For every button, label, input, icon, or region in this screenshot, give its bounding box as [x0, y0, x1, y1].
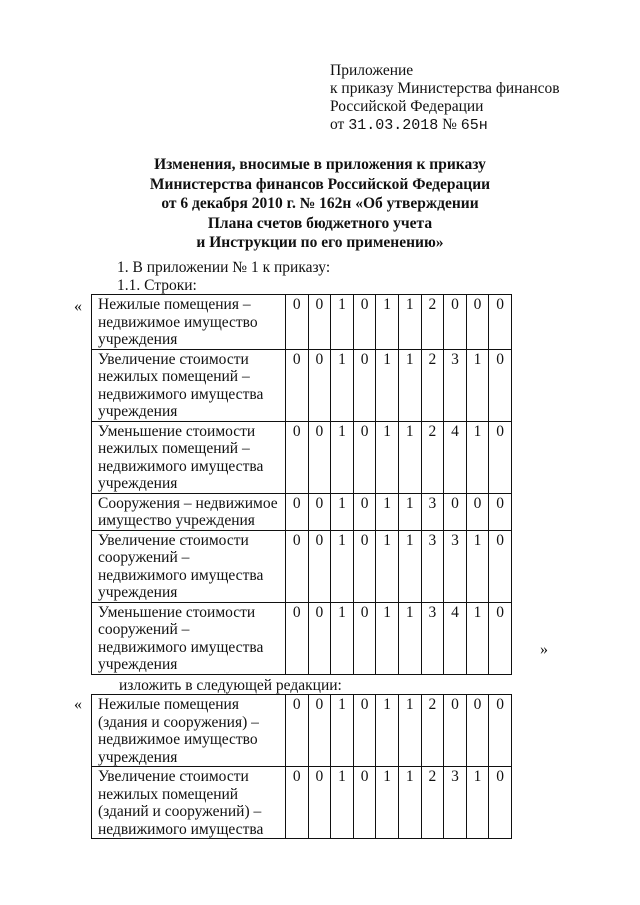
account-name-line: нежилых помещений –	[98, 368, 250, 385]
account-code-digit: 0	[308, 695, 331, 767]
account-code-digit: 0	[489, 349, 512, 421]
account-code-digit: 3	[421, 530, 444, 602]
account-code-digit: 0	[353, 602, 376, 674]
account-code-digit: 0	[308, 602, 331, 674]
account-name-line: нежилых помещений	[98, 785, 239, 803]
account-name-line: Уменьшение стоимости	[98, 422, 256, 440]
account-code-digit: 2	[421, 349, 444, 421]
account-name-line: Сооружения – недвижимое	[98, 494, 278, 512]
table-row	[92, 767, 512, 839]
order-reference: к приказу Министерства финансов	[330, 80, 560, 97]
table-row	[92, 421, 512, 493]
title-line: Министерства финансов Российской Федерации	[149, 175, 491, 193]
table-row	[92, 295, 512, 350]
account-code-digit: 0	[353, 767, 376, 839]
account-code-digit: 0	[286, 493, 309, 530]
account-code-digit: 1	[376, 530, 399, 602]
account-name-line: (зданий и сооружений) –	[98, 803, 262, 820]
account-code-digit: 1	[398, 602, 421, 674]
account-code-digit: 1	[398, 530, 421, 602]
account-code-digit: 0	[286, 602, 309, 674]
account-code-digit: 1	[376, 493, 399, 530]
account-name-line: Увеличение стоимости	[98, 531, 249, 549]
table-row	[92, 349, 512, 421]
account-name-cell	[92, 295, 286, 350]
current-rows-table	[91, 294, 512, 675]
account-code-digit: 0	[286, 695, 309, 767]
account-name-line: Увеличение стоимости	[98, 350, 249, 368]
account-code-digit: 1	[331, 493, 354, 530]
account-name-line: Увеличение стоимости	[98, 768, 249, 785]
account-code-digit: 2	[421, 767, 444, 839]
account-code-digit: 0	[444, 295, 467, 350]
account-code-digit: 3	[444, 530, 467, 602]
account-code-digit: 0	[353, 295, 376, 350]
date-prefix: от	[330, 116, 349, 133]
account-code-digit: 0	[489, 602, 512, 674]
account-code-digit: 0	[286, 767, 309, 839]
account-name-line: недвижимое имущество	[98, 731, 258, 748]
paragraph-1-1: 1.1. Строки:	[117, 277, 197, 294]
account-code-digit: 1	[331, 295, 354, 350]
account-code-digit: 1	[331, 349, 354, 421]
account-code-digit: 2	[421, 695, 444, 767]
account-code-digit: 0	[308, 530, 331, 602]
account-name-cell	[92, 530, 286, 602]
account-name-cell	[92, 421, 286, 493]
account-code-digit: 1	[466, 767, 489, 839]
account-code-digit: 0	[353, 695, 376, 767]
account-code-digit: 2	[421, 421, 444, 493]
account-code-digit: 0	[444, 695, 467, 767]
title-line: от 6 декабря 2010 г. № 162н «Об утверждении	[161, 195, 479, 212]
account-name-line: недвижимого имущества	[98, 566, 264, 584]
order-date-number	[330, 116, 560, 135]
appendix-label: Приложение	[330, 62, 414, 79]
number-label: №	[438, 116, 461, 133]
account-name-line: сооружений –	[98, 621, 190, 638]
account-name-line: Уменьшение стоимости	[98, 603, 256, 621]
account-code-digit: 0	[308, 421, 331, 493]
account-code-digit: 3	[421, 602, 444, 674]
account-code-digit: 0	[466, 493, 489, 530]
account-name-line: учреждения	[98, 748, 178, 766]
account-code-digit: 1	[398, 295, 421, 350]
account-code-digit: 1	[466, 421, 489, 493]
account-name-line: недвижимого имущества	[98, 638, 264, 656]
account-name-line: недвижимого имущества	[98, 457, 264, 475]
account-name-line: нежилых помещений –	[98, 440, 250, 457]
account-code-digit: 1	[398, 349, 421, 421]
account-name-cell	[92, 493, 286, 530]
account-code-digit: 1	[398, 695, 421, 767]
account-name-line: недвижимое имущество	[98, 313, 258, 331]
account-code-digit: 1	[331, 530, 354, 602]
account-code-digit: 0	[286, 421, 309, 493]
table-row	[92, 695, 512, 767]
account-code-digit: 1	[466, 602, 489, 674]
account-code-digit: 0	[466, 695, 489, 767]
account-code-digit: 0	[286, 530, 309, 602]
account-name-cell	[92, 349, 286, 421]
account-code-digit: 0	[286, 295, 309, 350]
account-name-line: учреждения	[98, 475, 178, 492]
account-name-line: (здания и сооружения) –	[98, 713, 259, 731]
close-quote-1: »	[540, 641, 548, 658]
account-code-digit: 3	[421, 493, 444, 530]
account-code-digit: 1	[376, 295, 399, 350]
new-rows-table	[91, 694, 512, 839]
account-code-digit: 3	[444, 349, 467, 421]
account-code-digit: 1	[376, 349, 399, 421]
table-row	[92, 493, 512, 530]
account-code-digit: 0	[489, 767, 512, 839]
paragraph-1: 1. В приложении № 1 к приказу:	[117, 259, 331, 276]
account-code-digit: 1	[466, 530, 489, 602]
account-code-digit: 1	[398, 767, 421, 839]
account-code-digit: 1	[376, 767, 399, 839]
account-code-digit: 0	[489, 530, 512, 602]
title-line: Изменения, вносимые в приложения к приказу	[154, 156, 486, 173]
account-name-line: учреждения	[98, 403, 178, 420]
account-code-digit: 1	[376, 421, 399, 493]
paragraph-new-wording: изложить в следующей редакции:	[119, 677, 342, 694]
account-code-digit: 2	[421, 295, 444, 350]
account-name-line: сооружений –	[98, 549, 190, 566]
account-code-digit: 4	[444, 421, 467, 493]
account-code-digit: 1	[466, 349, 489, 421]
account-code-digit: 1	[331, 421, 354, 493]
account-name-line: учреждения	[98, 331, 178, 348]
account-name-line: имущество учреждения	[98, 512, 255, 529]
order-number: 65н	[460, 117, 488, 134]
account-code-digit: 1	[331, 767, 354, 839]
account-name-line: недвижимого имущества	[98, 385, 264, 403]
account-code-digit: 0	[489, 695, 512, 767]
account-code-digit: 0	[308, 493, 331, 530]
account-code-digit: 1	[331, 695, 354, 767]
account-code-digit: 0	[308, 349, 331, 421]
appendix-header	[330, 62, 560, 135]
open-quote-1: «	[74, 298, 82, 315]
account-name-line: учреждения	[98, 584, 178, 601]
account-code-digit: 0	[353, 421, 376, 493]
country-name: Российской Федерации	[330, 98, 484, 115]
account-code-digit: 1	[398, 493, 421, 530]
account-name-cell	[92, 695, 286, 767]
account-name-line: недвижимого имущества	[98, 820, 264, 838]
account-code-digit: 0	[308, 295, 331, 350]
title-line: и Инструкции по его применению»	[196, 234, 444, 251]
order-date: 31.03.2018	[348, 117, 439, 134]
account-name-line: Нежилые помещения	[98, 696, 239, 713]
account-name-cell	[92, 602, 286, 674]
account-code-digit: 4	[444, 602, 467, 674]
table-row	[92, 602, 512, 674]
account-code-digit: 0	[489, 421, 512, 493]
account-name-line: учреждения	[98, 656, 178, 673]
account-name-line: Нежилые помещения –	[98, 296, 251, 313]
account-code-digit: 0	[444, 493, 467, 530]
account-code-digit: 0	[466, 295, 489, 350]
account-code-digit: 0	[353, 349, 376, 421]
account-code-digit: 0	[489, 295, 512, 350]
account-code-digit: 3	[444, 767, 467, 839]
account-code-digit: 1	[376, 602, 399, 674]
account-code-digit: 0	[353, 493, 376, 530]
account-name-cell	[92, 767, 286, 839]
open-quote-2: «	[74, 696, 82, 713]
table-row	[92, 530, 512, 602]
account-code-digit: 0	[489, 493, 512, 530]
account-code-digit: 1	[331, 602, 354, 674]
account-code-digit: 1	[398, 421, 421, 493]
title-line: Плана счетов бюджетного учета	[207, 214, 433, 232]
account-code-digit: 0	[286, 349, 309, 421]
account-code-digit: 0	[353, 530, 376, 602]
document-title	[95, 155, 545, 253]
account-code-digit: 0	[308, 767, 331, 839]
account-code-digit: 1	[376, 695, 399, 767]
